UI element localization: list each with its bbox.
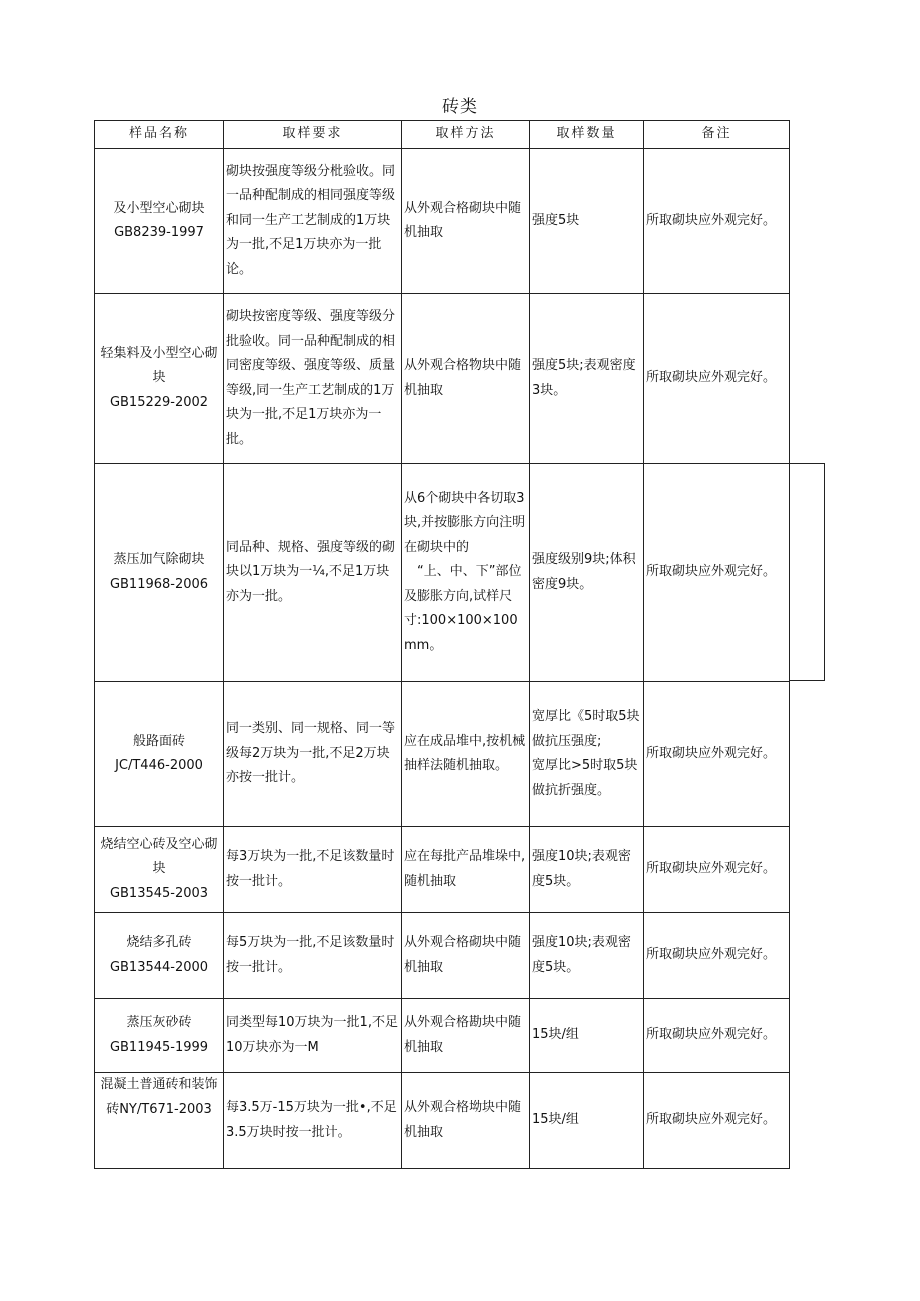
- quantity-cell: [530, 682, 644, 827]
- sample-name: 蒸压加气除砌块: [113, 552, 205, 567]
- requirement-cell: 同品种、规格、强度等级的砌块以1万块为一¼,不足1万块亦为一批。: [224, 464, 402, 682]
- sample-name-cell: [95, 149, 224, 294]
- requirement-cell: 每5万块为一批,不足该数量时按一批计。: [224, 913, 402, 999]
- sampling-table: [94, 120, 790, 1169]
- quantity-cell: 15块/组: [530, 999, 644, 1073]
- method-cell: 从外观合格砌块中随机抽取: [402, 913, 530, 999]
- table-row: [95, 1073, 790, 1169]
- table-row: [95, 913, 790, 999]
- header-sample-name: 样品名称: [95, 121, 224, 149]
- method-line: “上、中、下”部位及膨胀方向,试样尺寸:100×100×100mm。: [404, 564, 522, 653]
- sample-name: 轻集料及小型空心砌块: [100, 345, 218, 386]
- table-row: [95, 464, 790, 682]
- sample-name: 烧结空心砖及空心砌块: [100, 836, 218, 877]
- note-cell: 所取砌块应外观完好。: [644, 294, 790, 464]
- method-line: 从6个砌块中各切取3块,并按膨胀方向注明在砌块中的: [404, 490, 526, 555]
- quantity-cell: 强度10块;表观密度5块。: [530, 827, 644, 913]
- table-header-row: [95, 121, 790, 149]
- table-row: [95, 827, 790, 913]
- header-method: 取样方法: [402, 121, 530, 149]
- sample-name: 烧结多孔砖: [126, 935, 192, 950]
- sample-standard: GB13545-2003: [109, 885, 209, 901]
- quantity-cell: 强度5块: [530, 149, 644, 294]
- method-cell: 应在每批产品堆垛中,随机抽取: [402, 827, 530, 913]
- note-cell: 所取砌块应外观完好。: [644, 913, 790, 999]
- requirement-cell: 同类型每10万块为一批1,不足10万块亦为一M: [224, 999, 402, 1073]
- cell-border-extension: [790, 463, 825, 681]
- sample-standard: GB11968-2006: [109, 576, 209, 592]
- sample-name-cell: [95, 464, 224, 682]
- note-cell: 所取砌块应外观完好。: [644, 149, 790, 294]
- note-cell: 所取砌块应外观完好。: [644, 1073, 790, 1169]
- note-cell: 所取砌块应外观完好。: [644, 464, 790, 682]
- requirement-cell: 砌块按密度等级、强度等级分批验收。同一品种配制成的相同密度等级、强度等级、质量等级,同一生产工艺制成的1万块为一批,不足1万块亦为一批。: [224, 294, 402, 464]
- requirement-cell: 每3.5万-15万块为一批•,不足3.5万块时按一批计。: [224, 1073, 402, 1169]
- sample-name: 般路面砖: [132, 733, 185, 749]
- sample-name-cell: [95, 682, 224, 827]
- sample-standard: GB15229-2002: [109, 394, 209, 410]
- header-requirement: 取样要求: [224, 121, 402, 149]
- sample-name-cell: [95, 913, 224, 999]
- table-row: [95, 294, 790, 464]
- sample-name-cell: [95, 294, 224, 464]
- quantity-cell: 15块/组: [530, 1073, 644, 1169]
- table-row: [95, 682, 790, 827]
- quantity-line: 宽厚比>5时取5块做抗折强度。: [532, 758, 638, 798]
- note-cell: 所取砌块应外观完好。: [644, 682, 790, 827]
- sample-standard: GB8239-1997: [114, 225, 204, 240]
- sample-name-cell: [95, 1073, 224, 1169]
- method-cell: [402, 464, 530, 682]
- sample-name: 及小型空心砌块: [113, 200, 205, 216]
- note-cell: 所取砌块应外观完好。: [644, 827, 790, 913]
- sample-standard: GB11945-1999: [109, 1039, 209, 1055]
- note-cell: 所取砌块应外观完好。: [644, 999, 790, 1073]
- sample-standard: GB13544-2000: [109, 959, 209, 975]
- quantity-line: 宽厚比《5时取5块做抗压强度;: [532, 709, 640, 749]
- sample-name: 混凝土普通砖和装饰砖NY/T671-2003: [100, 1077, 218, 1117]
- method-cell: 从外观合格物块中随机抽取: [402, 294, 530, 464]
- quantity-cell: 强度5块;表观密度3块。: [530, 294, 644, 464]
- sample-name-cell: [95, 827, 224, 913]
- sample-name-cell: [95, 999, 224, 1073]
- quantity-cell: 强度10块;表观密度5块。: [530, 913, 644, 999]
- method-cell: 从外观合格坳块中随机抽取: [402, 1073, 530, 1169]
- header-note: 备注: [644, 121, 790, 149]
- method-cell: 从外观合格砌块中随机抽取: [402, 149, 530, 294]
- table-row: [95, 999, 790, 1073]
- method-cell: 应在成品堆中,按机械抽样法随机抽取。: [402, 682, 530, 827]
- header-quantity: 取样数量: [530, 121, 644, 149]
- requirement-cell: 每3万块为一批,不足该数量时按一批计。: [224, 827, 402, 913]
- sample-name: 蒸压灰砂砖: [126, 1015, 192, 1030]
- quantity-cell: 强度级别9块;体积密度9块。: [530, 464, 644, 682]
- table-row: [95, 149, 790, 294]
- sample-standard: JC/T446-2000: [115, 758, 203, 773]
- requirement-cell: 砌块按强度等级分枇验收。同一品种配制成的相同强度等级和同一生产工艺制成的1万块为一批,不足1万块亦为一批论。: [224, 149, 402, 294]
- page-title: 砖类: [442, 97, 478, 117]
- requirement-cell: 同一类别、同一规格、同一等级每2万块为一批,不足2万块亦按一批计。: [224, 682, 402, 827]
- method-cell: 从外观合格勘块中随机抽取: [402, 999, 530, 1073]
